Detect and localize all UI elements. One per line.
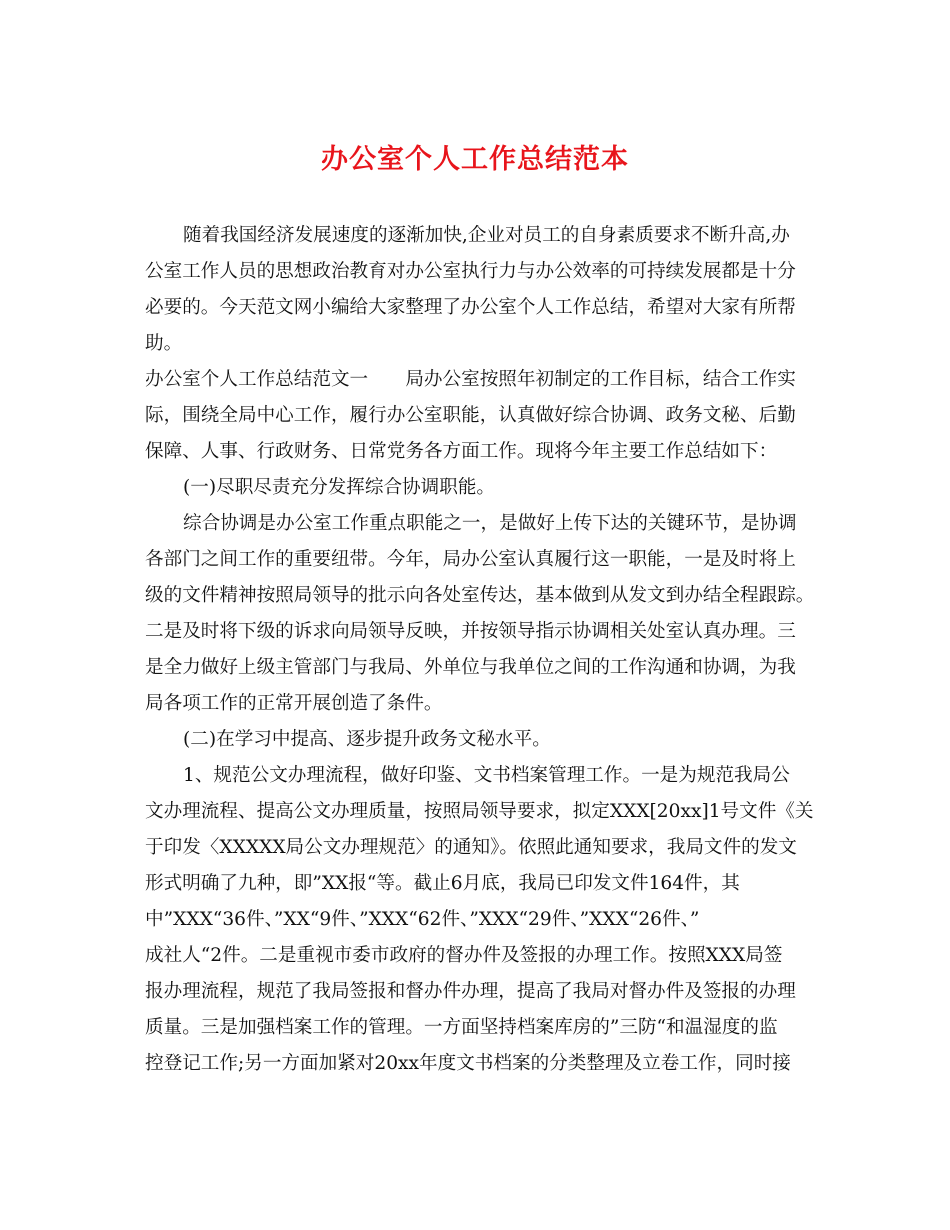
paragraph-line: 各部门之间工作的重要纽带。今年，局办公室认真履行这一职能，一是及时将上 — [145, 549, 796, 570]
paragraph-line: 于印发〈XXXXX局公文办理规范〉的通知》。依照此通知要求，我局文件的发文 — [145, 837, 797, 858]
section-heading: (二)在学习中提高、逐步提升政务文秘水平。 — [183, 729, 551, 750]
paragraph-line: 形式明确了九种，即”XX报“等。截止6月底，我局已印发文件164件，其 — [145, 873, 740, 894]
paragraph-line: 是全力做好上级主管部门与我局、外单位与我单位之间的工作沟通和协调，为我 — [145, 657, 796, 678]
paragraph-line: 1、规范公文办理流程，做好印鉴、文书档案管理工作。一是为规范我局公 — [183, 765, 790, 786]
paragraph-line: 成社人“2件。二是重视市委市政府的督办件及签报的办理工作。按照XXX局签 — [145, 945, 783, 966]
paragraph-line: 局各项工作的正常开展创造了条件。 — [145, 693, 443, 714]
paragraph-line: 保障、人事、行政财务、日常党务各方面工作。现将今年主要工作总结如下： — [145, 441, 778, 462]
paragraph-line: 必要的。今天范文网小编给大家整理了办公室个人工作总结，希望对大家有所帮 — [145, 297, 796, 318]
paragraph-line: 助。 — [145, 333, 183, 354]
paragraph-line: 文办理流程、提高公文办理质量，按照局领导要求，拟定XXX[20xx]1号文件《关 — [145, 801, 814, 822]
paragraph-line: 质量。三是加强档案工作的管理。一方面坚持档案库房的”三防“和温湿度的监 — [145, 1017, 778, 1038]
paragraph-line: 公室工作人员的思想政治教育对办公室执行力与办公效率的可持续发展都是十分 — [145, 261, 796, 282]
paragraph-line: 二是及时将下级的诉求向局领导反映，并按领导指示协调相关处室认真办理。三 — [145, 621, 796, 642]
paragraph-line: 综合协调是办公室工作重点职能之一，是做好上传下达的关键环节，是协调 — [183, 513, 797, 534]
paragraph-line: 中”XXX“36件、”XX“9件、”XXX“62件、”XXX“29件、”XXX“26件、” — [145, 909, 700, 930]
paragraph-line: 级的文件精神按照局领导的批示向各处室传达，基本做到从发文到办结全程跟踪。 — [145, 585, 815, 606]
paragraph-line: 控登记工作;另一方面加紧对20xx年度文书档案的分类整理及立卷工作，同时接 — [145, 1053, 791, 1074]
section-heading: (一)尽职尽责充分发挥综合协调职能。 — [183, 477, 496, 498]
paragraph-line: 报办理流程，规范了我局签报和督办件办理，提高了我局对督办件及签报的办理 — [145, 981, 796, 1002]
paragraph-line: 办公室个人工作总结范文一 局办公室按照年初制定的工作目标，结合工作实 — [145, 369, 796, 390]
paragraph-line: 际，围绕全局中心工作，履行办公室职能，认真做好综合协调、政务文秘、后勤 — [145, 405, 796, 426]
paragraph-line: 随着我国经济发展速度的逐渐加快,企业对员工的自身素质要求不断升高,办 — [183, 225, 790, 246]
document-title: 办公室个人工作总结范本 — [321, 144, 629, 175]
